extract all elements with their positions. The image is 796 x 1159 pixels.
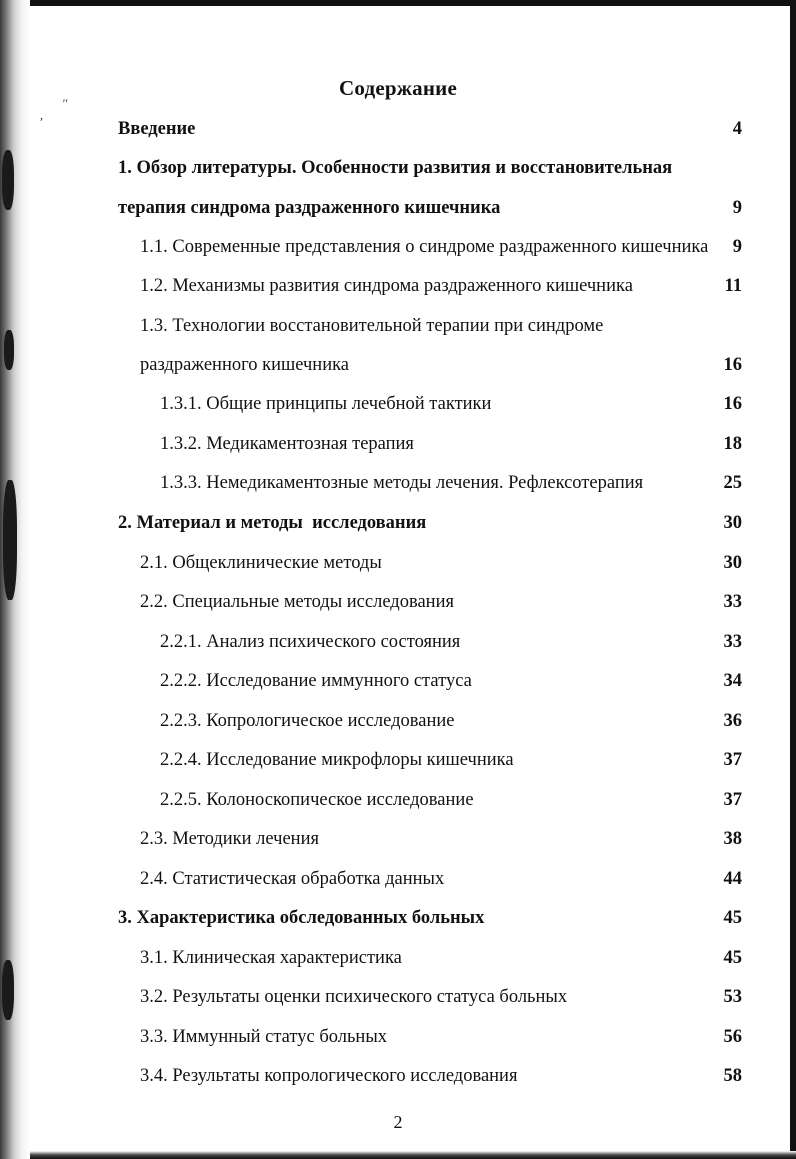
scan-blot [3, 480, 17, 600]
toc-entry-2-2-1 [0, 628, 796, 656]
toc-entry-page: 18 [723, 434, 742, 454]
toc-entry-page: 4 [732, 119, 742, 139]
toc-entry-page: 30 [723, 513, 742, 533]
toc-entry-text: 2.2. Специальные методы исследования [140, 592, 454, 612]
toc-entry-2-2-5 [0, 786, 796, 814]
toc-entry-text: 1.2. Механизмы развития синдрома раздраженного кишечника [140, 276, 633, 296]
toc-entry-2-1 [0, 549, 796, 577]
toc-entry-text: 2.2.1. Анализ психического состояния [160, 632, 461, 652]
toc-entry-introduction [0, 115, 796, 143]
toc-entry-text: 2.2.4. Исследование микрофлоры кишечника [160, 750, 514, 770]
toc-entry-1-3-1 [0, 390, 796, 418]
toc-entry-text: 2. Материал и методы исследования [118, 513, 427, 533]
toc-entry-page: 37 [723, 750, 742, 770]
toc-entry-text: 1.3.3. Немедикаментозные методы лечения. Рефлексотерапия [160, 473, 644, 493]
toc-entry-1-3-cont [0, 351, 796, 379]
page-title: Содержание [339, 76, 457, 100]
toc-entry-page: 34 [723, 671, 742, 691]
toc-entry-text: 3. Характеристика обследованных больных [118, 908, 485, 928]
toc-entry-page: 16 [723, 394, 742, 414]
toc-entry-page: 45 [723, 908, 742, 928]
scan-speck: , [40, 108, 43, 122]
toc-entry-text: Введение [118, 119, 196, 139]
toc-entry-page: 25 [723, 473, 742, 493]
toc-entry-1-2 [0, 272, 796, 300]
toc-entry-1-1 [0, 233, 796, 261]
toc-entry-text: 2.4. Статистическая обработка данных [140, 869, 445, 889]
toc-entry-3-2 [0, 983, 796, 1011]
toc-entry-1-3 [0, 312, 796, 340]
scan-speck: '' [62, 96, 68, 110]
toc-entry-page: 33 [723, 592, 742, 612]
toc-entry-text: 1.3.1. Общие принципы лечебной тактики [160, 394, 492, 414]
toc-entry-text: 3.4. Результаты копрологического исследования [140, 1066, 518, 1086]
scan-border-bottom [0, 1151, 796, 1159]
toc-entry-text: 2.3. Методики лечения [140, 829, 319, 849]
toc-entry-text: 2.2.2. Исследование иммунного статуса [160, 671, 472, 691]
toc-entry-1-3-2 [0, 430, 796, 458]
toc-entry-text: 1.1. Современные представления о синдроме раздраженного кишечника [140, 237, 709, 257]
toc-entry-chapter-3 [0, 904, 796, 932]
toc-entry-page: 33 [723, 632, 742, 652]
toc-entry-3-4 [0, 1062, 796, 1090]
toc-entry-chapter-1 [0, 154, 796, 182]
toc-entry-page: 30 [723, 553, 742, 573]
toc-entry-text: 1. Обзор литературы. Особенности развития и восстановительная [118, 158, 673, 178]
toc-entry-text: раздраженного кишечника [140, 355, 350, 375]
toc-entry-chapter-2 [0, 509, 796, 537]
page-number: 2 [393, 1112, 403, 1132]
toc-entry-2-2-4 [0, 746, 796, 774]
toc-entry-3-1 [0, 944, 796, 972]
toc-entry-text: 3.3. Иммунный статус больных [140, 1027, 388, 1047]
toc-entry-page: 38 [723, 829, 742, 849]
toc-entry-page: 44 [723, 869, 742, 889]
toc-entry-text: 1.3.2. Медикаментозная терапия [160, 434, 414, 454]
toc-entry-text: 3.1. Клиническая характеристика [140, 948, 402, 968]
toc-entry-2-2 [0, 588, 796, 616]
toc-entry-text: 2.2.3. Копрологическое исследование [160, 711, 455, 731]
toc-entry-text: 1.3. Технологии восстановительной терапии при синдроме [140, 316, 604, 336]
toc-entry-2-2-3 [0, 707, 796, 735]
toc-entry-text: 2.1. Общеклинические методы [140, 553, 382, 573]
toc-entry-chapter-1-cont [0, 194, 796, 222]
toc-entry-2-2-2 [0, 667, 796, 695]
toc-entry-page: 16 [723, 355, 742, 375]
toc-entry-page: 53 [723, 987, 742, 1007]
toc-entry-1-3-3 [0, 469, 796, 497]
toc-entry-page: 9 [732, 237, 742, 257]
toc-entry-page: 58 [723, 1066, 742, 1086]
toc-entry-page: 9 [732, 198, 742, 218]
toc-entry-page: 11 [724, 276, 742, 296]
toc-entry-page: 56 [723, 1027, 742, 1047]
toc-entry-page: 45 [723, 948, 742, 968]
scan-border-top [0, 0, 796, 6]
toc-entry-text: 3.2. Результаты оценки психического статуса больных [140, 987, 568, 1007]
toc-entry-text: 2.2.5. Колоноскопическое исследование [160, 790, 474, 810]
toc-entry-2-3 [0, 825, 796, 853]
toc-entry-page: 37 [723, 790, 742, 810]
toc-entry-text: терапия синдрома раздраженного кишечника [118, 198, 501, 218]
toc-entry-3-3 [0, 1023, 796, 1051]
toc-entry-page: 36 [723, 711, 742, 731]
toc-entry-2-4 [0, 865, 796, 893]
